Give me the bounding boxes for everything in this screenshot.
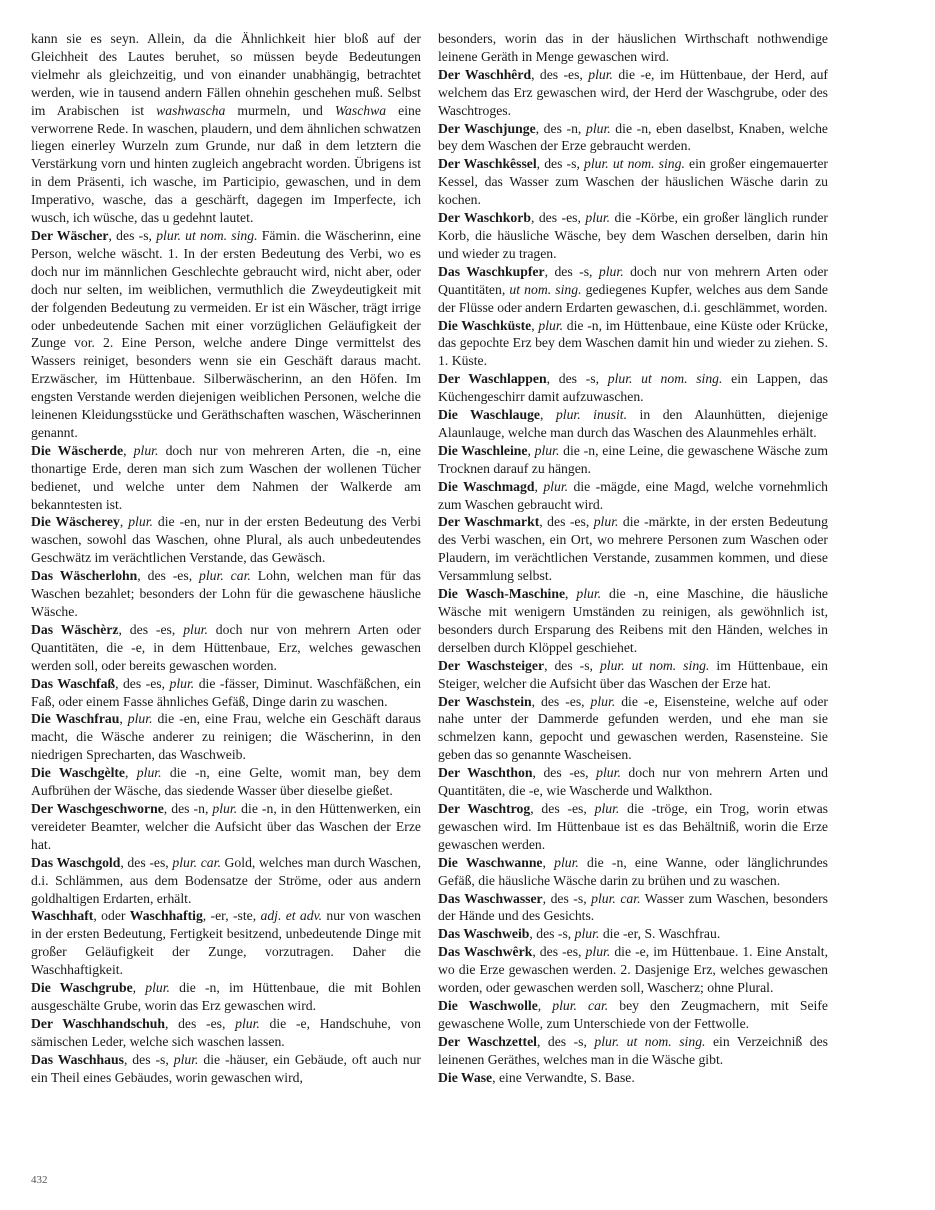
entry-wase: Die Wase, eine Verwandte, S. Base. — [438, 1069, 635, 1085]
entry-waschweib: Das Waschweib, des -s, plur. die -er, S. Waschfrau. — [438, 926, 721, 942]
entry-waschstein: Der Waschstein, des -es, plur. die -e, Eisensteine, welche auf oder nahe unter der Dammerde gefunden werden, und ehe man sie schmelzen kann, gepocht und gewaschen werden, Rasensteine. Sie geben das so genannte Wascheisen. — [438, 693, 828, 763]
right-column — [438, 30, 828, 1086]
entry-waschhaft: Waschhaft, oder Waschhaftig, -er, -ste, adj. et adv. nur von waschen in der ersten Bedeutung, Fertigkeit besitzend, unbedeutende Dinge mit großer Geläufigkeit der Zunge, vorzutragen. Daher die Waschhaftigkeit. — [31, 908, 421, 978]
entry-waschfass: Das Waschfaß, des -es, plur. die -fässer, Diminut. Waschfäßchen, ein Faß, oder einem Fasse ähnliches Gefäß, Dinge darin zu waschen. — [31, 675, 421, 709]
entry-waschwasser: Das Waschwasser, des -s, plur. car. Wasser zum Waschen, besonders der Hände und des Gesichts. — [438, 890, 828, 924]
entry-waschhaus: Das Waschhaus, des -s, plur. die -häuser, ein Gebäude, oft auch nur ein Theil eines Gebäudes, worin gewaschen wird, — [31, 1051, 421, 1085]
entry-waschwerk: Das Waschwêrk, des -es, plur. die -e, im Hüttenbaue. 1. Eine Anstalt, wo die Erze gewaschen werden. 2. Dasjenige Erz, welches gewaschen worden, oder gewaschen werden soll, Wascherz; ohne Plural. — [438, 944, 828, 996]
entry-waschsteiger: Der Waschsteiger, des -s, plur. ut nom. sing. im Hüttenbaue, ein Steiger, welcher die Aufsicht über das Waschen der Erze hat. — [438, 657, 829, 691]
entry-waschgold: Das Waschgold, des -es, plur. car. Gold, welches man durch Waschen, d.i. Schlämmen, aus dem Bodensatze der Ströme, oder aus andern goldhaltigen Erdarten, erhält. — [31, 854, 421, 906]
entry-waschlauge: Die Waschlauge, plur. inusit. in den Alaunhütten, diejenige Alaunlauge, welche man durch das Waschen des Alaunmehles erhält. — [438, 407, 828, 440]
entry-waschfrau: Die Waschfrau, plur. die -en, eine Frau, welche ein Geschäft daraus macht, die Wäsche anderer zu reinigen; die Wäscherinn, in den niedrigen Sprecharten, das Waschweib. — [31, 711, 421, 763]
entry-waschgelte: Die Waschgèlte, plur. die -n, eine Gelte, womit man, bey dem Aufbrühen der Wäsche, das siedende Wasser über dieselbe gießet. — [31, 765, 422, 799]
entry-waschjunge: Der Waschjunge, des -n, plur. die -n, eben daselbst, Knaben, welche bey dem Waschen der Erze gebraucht werden. — [438, 120, 828, 154]
entry-waschwanne: Die Waschwanne, plur. die -n, eine Wanne, oder länglichrundes Gefäß, die häusliche Wäsche darin zu brühen und zu waschen. — [438, 854, 828, 888]
entry-waschkorb: Der Waschkorb, des -es, plur. die -Körbe, ein großer länglich runder Korb, die häusliche Wäsche, bey dem Waschen derselben, darin hin und wieder zu tragen. — [438, 210, 828, 261]
entry-waschtrog: Der Waschtrog, des -es, plur. die -tröge, ein Trog, worin etwas gewaschen wird. Im Hüttenbaue ist es das Behältniß, worin die Erze gewaschen werden. — [438, 800, 828, 852]
entry-waescherey: Die Wäscherey, plur. die -en, nur in der ersten Bedeutung des Verbi waschen, sowohl das Waschen, ohne Plural, als auch unbedeutendes Geschwätz im verächtlichen Verstande, das Gewäsch. — [31, 514, 422, 566]
entry-waschgrube: Die Waschgrube, plur. die -n, im Hüttenbaue, die mit Bohlen ausgeschälte Grube, worin das Erz gewaschen wird. — [31, 980, 422, 1013]
entry-continuation: kann sie es seyn. Allein, da die Ähnlichkeit hier bloß auf der Gleichheit des Lautes beruhet, so müssen beyde Bedeutungen vielmehr als gleichzeitig, und von einander unabhängig, betrachtet werden, wie in tausend andern Fällen ohnehin geschehen muß. Selbst im Arabischen ist washwascha murmeln, und Waschwa eine verworrene Rede. In waschen, plaudern, und dem ähnlichen schwatzen liegen einerley Wurzeln zum Grunde, nur daß in dem letztern die Verstärkung vorn und hinten zugleich angebracht worden. Übrigens ist in dem Präsenti, ich wasche, im Participio, gewaschen, und in dem Imperativo, wasche, das a geschärft, dagegen im Imperfecte, ich wusch, ich wüsche, das u gedehnt lautet. — [31, 31, 421, 226]
left-column — [31, 30, 421, 1086]
entry-waschmarkt: Der Waschmarkt, des -es, plur. die -märkte, in der ersten Bedeutung des Verbi waschen, ein Ort, wo mehrere Personen zum Waschen oder Plaudern, im verächtlichen Verstande, zusammen kommen, und diese Versammlung selbst. — [438, 514, 828, 584]
entry-waschleine: Die Waschleine, plur. die -n, eine Leine, die gewaschene Wäsche zum Trocknen darauf zu hängen. — [438, 442, 828, 476]
entry-wasch-maschine: Die Wasch-Maschine, plur. die -n, eine Maschine, die häusliche Wäsche mit wenigern Umständen zu reinigen, als gewöhnlich ist, besonders durch Ersparung des Reibens mit den Händen, welches in derselben durch Klöppel geschiehet. — [438, 586, 828, 655]
entry-waschmagd: Die Waschmagd, plur. die -mägde, eine Magd, welche vornehmlich zum Waschen gebraucht wird. — [438, 478, 828, 512]
entry-waschgeschworne: Der Waschgeschworne, des -n, plur. die -n, in den Hüttenwerken, ein vereideter Beamter, welcher die Aufsicht über das Waschen der Erze hat. — [31, 800, 421, 852]
entry-waschthon: Der Waschthon, des -es, plur. doch nur von mehrern Arten und Quantitäten, die -e, wie Wascherde und Walkthon. — [438, 765, 828, 799]
entry-waescherz: Das Wäschèrz, des -es, plur. doch nur von mehrern Arten oder Quantitäten, die -e, in dem Hüttenbaue, Erz, welches gewaschen werden soll, oder bereits gewaschen worden. — [31, 621, 421, 673]
entry-waschzettel: Der Waschzettel, des -s, plur. ut nom. sing. ein Verzeichniß des leinenen Geräthes, welches man in die Wäsche gibt. — [438, 1033, 828, 1067]
entry-waschkueste: Die Waschküste, plur. die -n, im Hüttenbaue, eine Küste oder Krücke, das gepochte Erz bey dem Waschen damit hin und wieder zu ziehen. S. 1. Küste. — [438, 317, 829, 369]
entry-continuation: besonders, worin das in der häuslichen Wirthschaft nothwendige leinene Geräth in Menge gewaschen wird. — [438, 31, 828, 64]
entry-waescher: Der Wäscher, des -s, plur. ut nom. sing. Fämin. die Wäscherinn, eine Person, welche wäscht. 1. In der ersten Bedeutung des Verbi, wo es doch nur im männlichen Geschlechte gebraucht wird, nicht aber, oder doch nur selten, im weiblichen, vermuthlich die Zweydeutigkeit mit der folgenden Bedeutung zu vermeiden. Er ist ein Wäscher, trägt irrige oder unbedeutende Sachen mit einer vorzüglichen Geläufigkeit der Zunge vor. 2. Eine Person, welche andere Dinge vermittelst des Wassers reiniget, besonders wenn sie ein Geschäft daraus macht. Erzwäscher, im Hüttenbaue. Silberwäscherinn, an den Höfen. Im engsten Verstande werden diejenigen weiblichen Personen, welche die leinenen Kleidungsstücke und Geräthschaften waschen, Wäscherinnen genannt. — [31, 227, 421, 440]
entry-waschherd: Der Waschhêrd, des -es, plur. die -e, im Hüttenbaue, der Herd, auf welchem das Erz gewaschen wird, der Herd der Waschgrube, oder des Waschtroges. — [438, 66, 828, 118]
entry-waschkupfer: Das Waschkupfer, des -s, plur. doch nur von mehrern Arten oder Quantitäten, ut nom. sing. gediegenes Kupfer, welches aus dem Sande der Flüsse oder andern Erdarten gewaschen, d.i. geschlämmet, worden. — [438, 263, 828, 315]
entry-waschkessel: Der Waschkêssel, des -s, plur. ut nom. sing. ein großer eingemauerter Kessel, das Wasser zum Waschen der häuslichen Wäsche darin zu kochen. — [438, 156, 828, 208]
entry-waschwolle: Die Waschwolle, plur. car. bey den Zeugmachern, mit Seife gewaschene Wolle, zum Unterschiede von der Fettwolle. — [438, 997, 828, 1031]
entry-waescherde: Die Wäscherde, plur. doch nur von mehreren Arten, die -n, eine thonartige Erde, deren man sich zum Waschen der wollenen Tücher bedienet, und welche unter dem Nahmen der Walkerde am bekanntesten ist. — [31, 442, 422, 512]
page-number: 432 — [31, 1174, 48, 1186]
entry-waescherlohn: Das Wäscherlohn, des -es, plur. car. Lohn, welchen man für das Waschen bezahlet; besonders der Lohn für die gewaschene häusliche Wäsche. — [31, 568, 421, 619]
entry-waschlappen: Der Waschlappen, des -s, plur. ut nom. sing. ein Lappen, das Küchengeschirr damit aufzuwaschen. — [438, 371, 829, 405]
entry-waschhandschuh: Der Waschhandschuh, des -es, plur. die -e, Handschuhe, von sämischen Leder, welche sich waschen lassen. — [31, 1015, 421, 1049]
